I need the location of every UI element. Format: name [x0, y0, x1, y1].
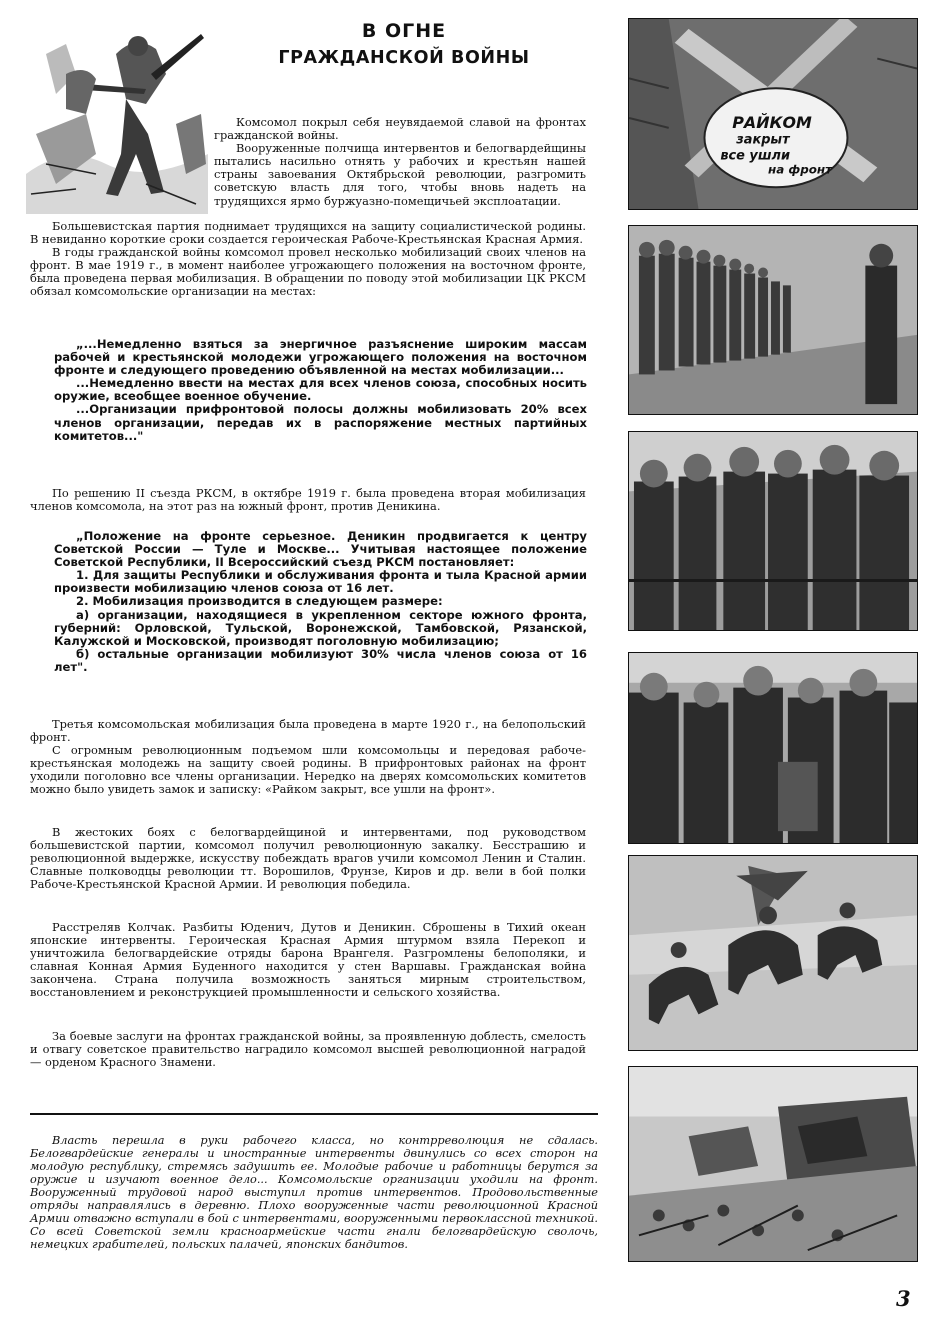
photo-door-sign [628, 18, 918, 210]
body-text-6 [30, 1030, 586, 1069]
body-text-1 [30, 220, 586, 299]
photo-red-guards [628, 431, 918, 631]
quote-paragraph: 1. Для защиты Республики и обслуживания фронта и тыла Красной армии произвести мобилизацию членов союза от 16 лет. [54, 568, 587, 596]
body-paragraph: Расстреляв Колчак. Разбиты Юденич, Дутов и Деникин. Сброшены в Тихий океан японские интервенты. Героическая Красная Армия штурмом взяла Перекоп и уничтожила белогвардейские отряды барона Врангеля. Разгромлены белополяки, и славная Конная Армия Буденного находится у стен Варшавы. Гражданская война закончена. Страна получила возможность заняться мирным строительством, восстановлением и реконструкцией промышленности и сельского хозяйства. [30, 920, 586, 1000]
photo-soldiers-line [628, 225, 918, 415]
body-text-4 [30, 826, 586, 891]
quote-block-2 [54, 530, 587, 674]
body-text-2 [30, 487, 586, 513]
intro-text [214, 116, 586, 208]
quote-block-1 [54, 338, 587, 443]
quote-paragraph: „Положение на фронте серьезное. Деникин продвигается к центру Советской России — Туле и Москве... Учитывая настоящее положение Советской Республики, II Всероссийский съезд РКСМ постановляет: [54, 529, 587, 570]
battle-illustration [26, 14, 208, 214]
door-sign-line-2: закрыт [736, 132, 790, 148]
body-text-3 [30, 718, 586, 797]
intro-paragraph: Вооруженные полчища интервентов и белогвардейщины пытались насильно отнять у рабочих и крестьян нашей страны завоевания Октябрьской революции, разгромить советскую власть для того, чтобы вновь надеть на трудящихся ярмо буржуазно-помещичьей эксплоатации. [214, 141, 586, 208]
door-sign-line-1: РАЙКОМ [732, 112, 812, 132]
body-paragraph: В жестоких боях с белогвардейщиной и интервентами, под руководством большевистской партии, комсомол получил революционную закалку. Бесстрашию и революционной выдержке, искусству побеждать врагов учили комсомол Ленин и Сталин. Славные полководцы революции тт. Ворошилов, Фрунзе, Киров и др. вели в бой полки Рабоче-Крестьянской Красной Армии. И революция победила. [30, 825, 586, 892]
body-paragraph: Большевистская партия поднимает трудящихся на защиту социалистической родины. В невиданно короткие сроки создается героическая Рабоче-Крестьянская Красная Армия. [30, 219, 586, 247]
intro-paragraph: Комсомол покрыл себя неувядаемой славой на фронтах гражданской войны. [214, 115, 586, 143]
photo-crowd [628, 652, 918, 844]
body-paragraph: В годы гражданской войны комсомол провел несколько мобилизаций своих членов на фронт. В мае 1919 г., в момент наиболее угрожающего положения на восточном фронте, была проведена первая мобилизация. В обращении по поводу этой мобилизации ЦК РКСМ обязал комсомольские организации на местах: [30, 245, 586, 299]
quote-paragraph: а) организации, находящиеся в укрепленном секторе южного фронта, губерний: Орловской, Тульской, Воронежской, Тамбовской, Рязанской, Калужской и Московской, производят поголовную мобилизацию; [54, 607, 587, 648]
quote-paragraph: б) остальные организации мобилизуют 30% числа членов союза от 16 лет". [54, 646, 587, 674]
page-title [215, 20, 593, 68]
section-divider [30, 1113, 598, 1115]
body-text-5 [30, 921, 586, 1000]
quote-paragraph: 2. Мобилизация производится в следующем размере: [76, 594, 443, 609]
door-sign-line-4: на фронт [768, 162, 833, 177]
page-number: 3 [896, 1286, 911, 1311]
caption-paragraph: Власть перешла в руки рабочего класса, но контрреволюция не сдалась. Белогвардейские генералы и иностранные интервенты двинулись со всех сторон на молодую республику, стремясь задушить ее. Молодые рабочие и работницы берутся за оружие и изучают военное дело... Комсомольские организации уходили на фронт. Вооруженный трудовой народ выступил против интервентов. Продовольственные отряды направлялись в деревню. Плохо вооруженные части революционной Красной Армии отважно вступали в бой с интервентами, вооруженными первоклассной техникой. Со всей Советской земли красноармейские части гнали белогвардейскую сволочь, немецких грабителей, польских палачей, японских бандитов. [30, 1134, 598, 1252]
body-paragraph: По решению II съезда РКСМ, в октябре 1919 г. была проведена вторая мобилизация членов комсомола, на этот раз на южный фронт, против Деникина. [30, 486, 586, 514]
caption-text [30, 1134, 598, 1251]
title-line-2: ГРАЖДАНСКОЙ ВОЙНЫ [278, 48, 530, 68]
title-line-1: В ОГНЕ [361, 20, 447, 42]
quote-paragraph: „...Немедленно взяться за энергичное разъяснение широким массам рабочей и крестьянской молодежи угрожающего положения на восточном фронте и следующего проведению объявленной на местах мобилизации... [54, 337, 587, 378]
door-sign-line-3: все ушли [720, 148, 791, 164]
quote-paragraph: ...Организации прифронтовой полосы должны мобилизовать 20% всех членов организации, передав их в распоряжение местных партийных комитетов..." [54, 402, 587, 443]
body-paragraph: С огромным революционным подъемом шли комсомольцы и передовая рабоче-крестьянская молодежь на защиту своей родины. В прифронтовых районах на фронт уходили поголовно все члены организации. Нередко на дверях комсомольских комитетов можно было увидеть замок и записку: «Райком закрыт, все ушли на фронт». [30, 743, 586, 797]
quote-paragraph: ...Немедленно ввести на местах для всех членов союза, способных носить оружие, всеобщее военное обучение. [54, 376, 587, 404]
body-paragraph: За боевые заслуги на фронтах гражданской войны, за проявленную доблесть, смелость и отвагу советское правительство наградило комсомол высшей революционной наградой — орденом Красного Знамени. [30, 1029, 586, 1070]
body-paragraph: Третья комсомольская мобилизация была проведена в марте 1920 г., на белопольский фронт. [30, 717, 586, 745]
photo-cavalry [628, 855, 918, 1051]
photo-tanks [628, 1066, 918, 1262]
